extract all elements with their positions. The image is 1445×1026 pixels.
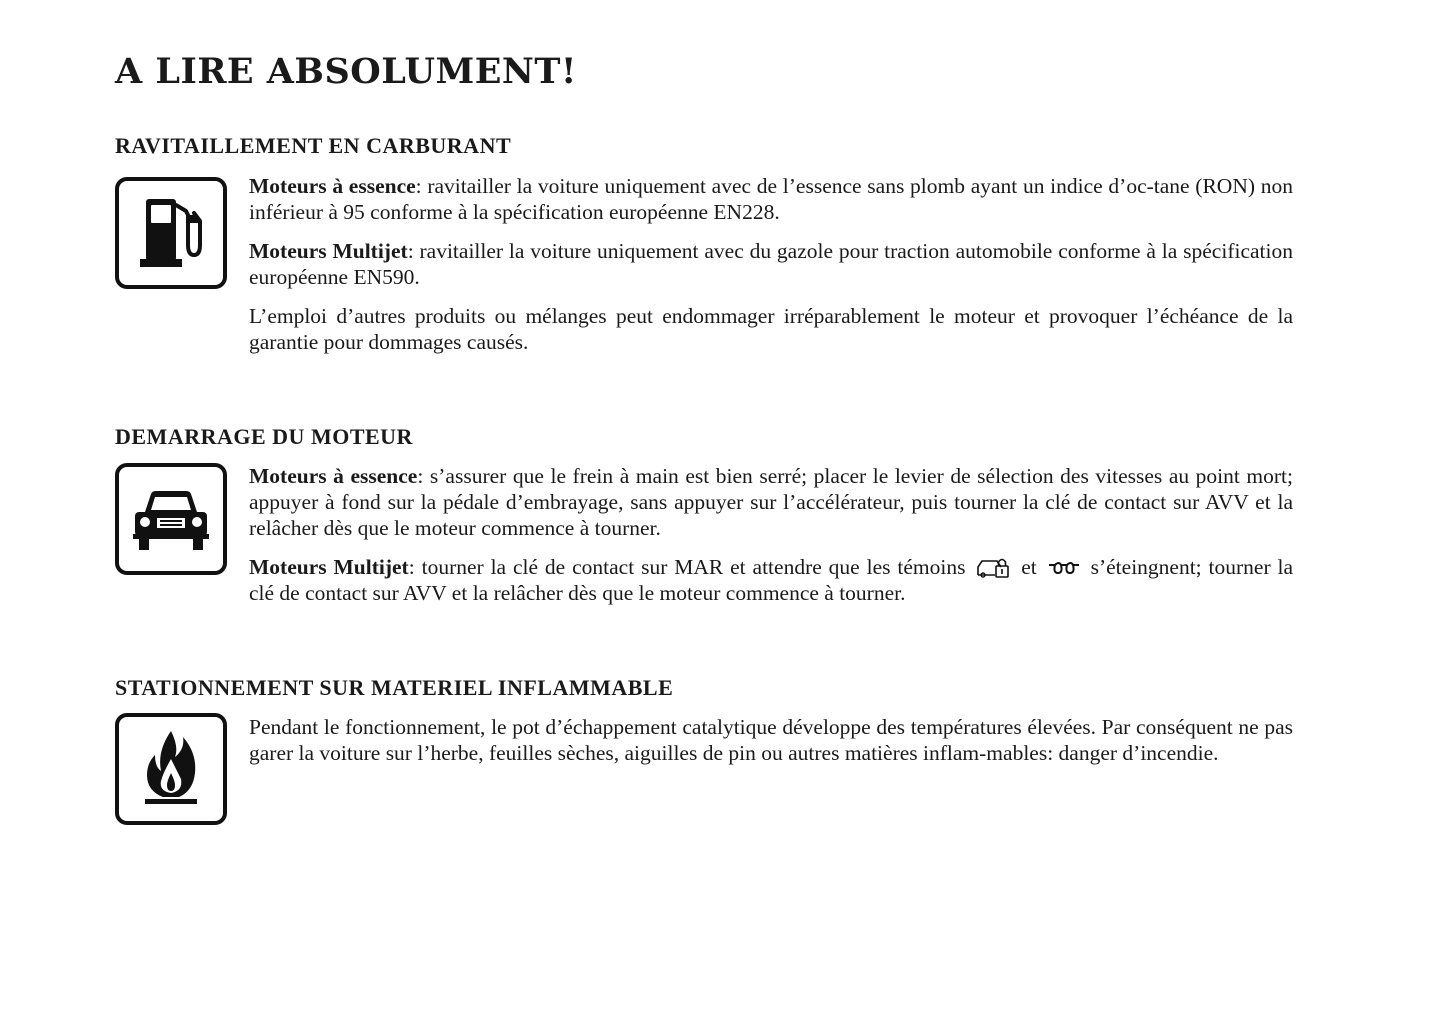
page-title: A LIRE ABSOLUMENT! xyxy=(115,51,577,92)
starting-text-block xyxy=(249,463,1293,606)
fuel-pump-icon xyxy=(136,195,206,271)
fuel-pump-icon-box xyxy=(115,177,227,289)
car-front-icon xyxy=(131,486,211,552)
parking-text-block xyxy=(249,714,1293,766)
fuel-petrol-text: : ravitailler la voiture uniquement avec de l’essence sans plomb ayant un indice d’oc-tane (RON) non inférieur à 95 conforme à la spécification européenne EN228. xyxy=(249,174,1293,224)
starting-paragraph-petrol xyxy=(249,463,1293,541)
starting-petrol-lead: Moteurs à essence xyxy=(249,464,418,488)
starting-multijet-text-after: s’éteingnent; tourner la clé de contact sur AVV et la relâcher dès que le moteur commence à tourner. xyxy=(249,555,1294,605)
parking-paragraph xyxy=(249,714,1293,766)
fuel-paragraph-petrol xyxy=(249,173,1293,225)
car-icon-box xyxy=(115,463,227,575)
fuel-warning-text: L’emploi d’autres produits ou mélanges peut endommager irréparablement le moteur et provoquer l’échéance de la garantie pour dommages causés. xyxy=(249,304,1293,354)
section-title-parking: STATIONNEMENT SUR MATERIEL INFLAMMABLE xyxy=(115,675,674,700)
flame-icon xyxy=(141,729,201,809)
parking-warning-text: Pendant le fonctionnement, le pot d’échappement catalytique développe des températures élevées. Par conséquent ne pas garer la voiture sur l’herbe, feuilles sèches, aiguilles de pin ou autres matières inflam-mables: danger d’incendie. xyxy=(249,715,1293,765)
fuel-text-block xyxy=(249,173,1293,355)
immobilizer-warning-icon xyxy=(975,555,1011,579)
starting-multijet-lead: Moteurs Multijet xyxy=(249,555,409,579)
fuel-multijet-lead: Moteurs Multijet xyxy=(249,239,408,263)
fuel-petrol-lead: Moteurs à essence xyxy=(249,174,416,198)
fuel-multijet-text: : ravitailler la voiture uniquement avec du gazole pour traction automobile conforme à la spécification européenne EN590. xyxy=(249,239,1293,289)
starting-petrol-text: : s’assurer que le frein à main est bien serré; placer le levier de sélection des vitesses au point mort; appuyer à fond sur la pédale d’embrayage, sans appuyer sur l’accélérateur, puis tourner la clé de contact sur AVV et la relâcher dès que le moteur commence à tourner. xyxy=(249,464,1294,540)
glow-plug-icon xyxy=(1047,559,1081,579)
starting-paragraph-multijet xyxy=(249,554,1293,606)
section-title-starting: DEMARRAGE DU MOTEUR xyxy=(115,424,413,449)
fuel-paragraph-warning xyxy=(249,303,1293,355)
flame-icon-box xyxy=(115,713,227,825)
fuel-paragraph-multijet xyxy=(249,238,1293,290)
starting-multijet-text-before: : tourner la clé de contact sur MAR et attendre que les témoins xyxy=(408,555,966,579)
starting-multijet-text-middle: et xyxy=(1021,555,1037,579)
section-title-fuel: RAVITAILLEMENT EN CARBURANT xyxy=(115,133,512,158)
